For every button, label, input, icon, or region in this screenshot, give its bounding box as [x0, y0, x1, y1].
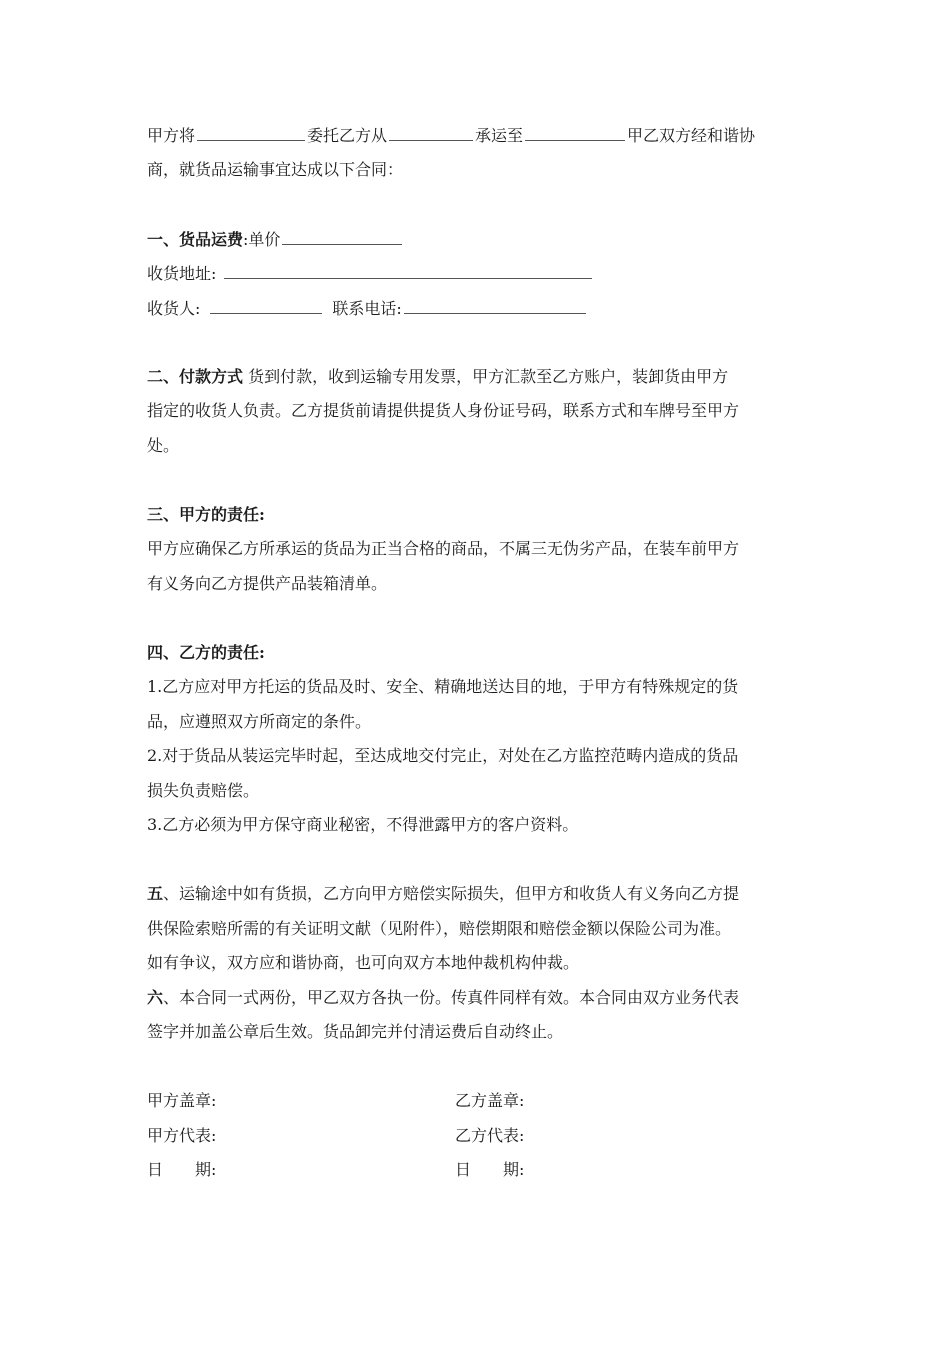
price-label: :单价	[243, 229, 281, 249]
section5-line-2: 供保险索赔所需的有关证明文献（见附件），赔偿期限和赔偿金额以保险公司为准。	[147, 918, 732, 938]
section2-text-1: 货到付款，收到运输专用发票，甲方汇款至乙方账户，装卸货由甲方	[243, 366, 729, 386]
intro-text-c: 承运至	[475, 126, 524, 145]
address-label: 收货地址:	[147, 264, 217, 283]
section2-line-3: 处。	[147, 435, 180, 455]
signature-row-seal	[147, 1084, 807, 1119]
section4-item-1b: 品，应遵照双方所商定的条件。	[147, 711, 372, 731]
intro-line-2: 商，就货品运输事宜达成以下合同：	[147, 159, 404, 179]
section6-text-1: 、本合同一式两份，甲乙双方各执一份。传真件同样有效。本合同由双方业务代表	[163, 987, 740, 1007]
section5-line-3: 如有争议，双方应和谐协商，也可向双方本地仲裁机构仲裁。	[147, 953, 580, 972]
party-b-rep-label: 乙方代表:	[455, 1125, 525, 1145]
section2-line-1	[147, 360, 807, 395]
section6-heading: 六	[147, 987, 164, 1007]
section4-heading: 四、乙方的责任:	[147, 642, 265, 662]
party-a-date-label: 日 期:	[147, 1160, 217, 1179]
receiver-blank	[210, 291, 322, 314]
phone-label: 联系电话:	[332, 298, 402, 318]
intro-line-1	[147, 118, 807, 153]
section1-heading: 一、货品运费	[147, 229, 244, 249]
section6-line-2: 签字并加盖公章后生效。货品卸完并付清运费后自动终止。	[147, 1022, 564, 1041]
party-a-seal-label: 甲方盖章:	[147, 1091, 217, 1110]
price-blank	[282, 222, 402, 245]
contract-document	[147, 118, 807, 1188]
section5-heading: 五	[147, 884, 164, 903]
section4-item-2b: 损失负责赔偿。	[147, 780, 260, 800]
section3-line-2: 有义务向乙方提供产品装箱清单。	[147, 573, 388, 593]
intro-text-d: 甲乙双方经和谐协	[627, 126, 756, 145]
section5-line-1	[147, 877, 807, 912]
address-blank	[224, 256, 592, 279]
party-a-rep-label: 甲方代表:	[147, 1125, 217, 1145]
section4-item-1a: 1.乙方应对甲方托运的货品及时、安全、精确地送达目的地，于甲方有特殊规定的货	[147, 677, 739, 696]
section2-line-2: 指定的收货人负责。乙方提货前请提供提货人身份证号码，联系方式和车牌号至甲方	[147, 401, 740, 420]
receiver-label: 收货人:	[147, 298, 201, 318]
intro-text-b: 委托乙方从	[307, 126, 388, 145]
signature-row-rep	[147, 1119, 807, 1154]
section4-item-2a: 2.对于货品从装运完毕时起，至达成地交付完止，对处在乙方监控范畴内造成的货品	[147, 746, 739, 765]
destination-blank	[525, 118, 625, 141]
origin-blank	[389, 118, 473, 141]
address-line	[147, 256, 807, 291]
section1-price-line	[147, 222, 807, 257]
section6-line-1	[147, 981, 807, 1016]
section4-item-3: 3.乙方必须为甲方保守商业秘密，不得泄露甲方的客户资料。	[147, 815, 579, 834]
phone-blank	[404, 291, 586, 314]
party-b-date-label: 日 期:	[455, 1160, 525, 1179]
section2-heading: 二、付款方式	[147, 366, 244, 386]
signature-row-date	[147, 1153, 807, 1188]
goods-blank	[197, 118, 305, 141]
party-b-seal-label: 乙方盖章:	[455, 1091, 525, 1110]
receiver-line	[147, 291, 807, 326]
section5-text-1: 、运输途中如有货损，乙方向甲方赔偿实际损失，但甲方和收货人有义务向乙方提	[163, 884, 740, 903]
intro-text-a: 甲方将	[147, 126, 196, 145]
section3-line-1: 甲方应确保乙方所承运的货品为正当合格的商品，不属三无伪劣产品，在装车前甲方	[147, 539, 740, 558]
section3-heading: 三、甲方的责任:	[147, 504, 265, 524]
